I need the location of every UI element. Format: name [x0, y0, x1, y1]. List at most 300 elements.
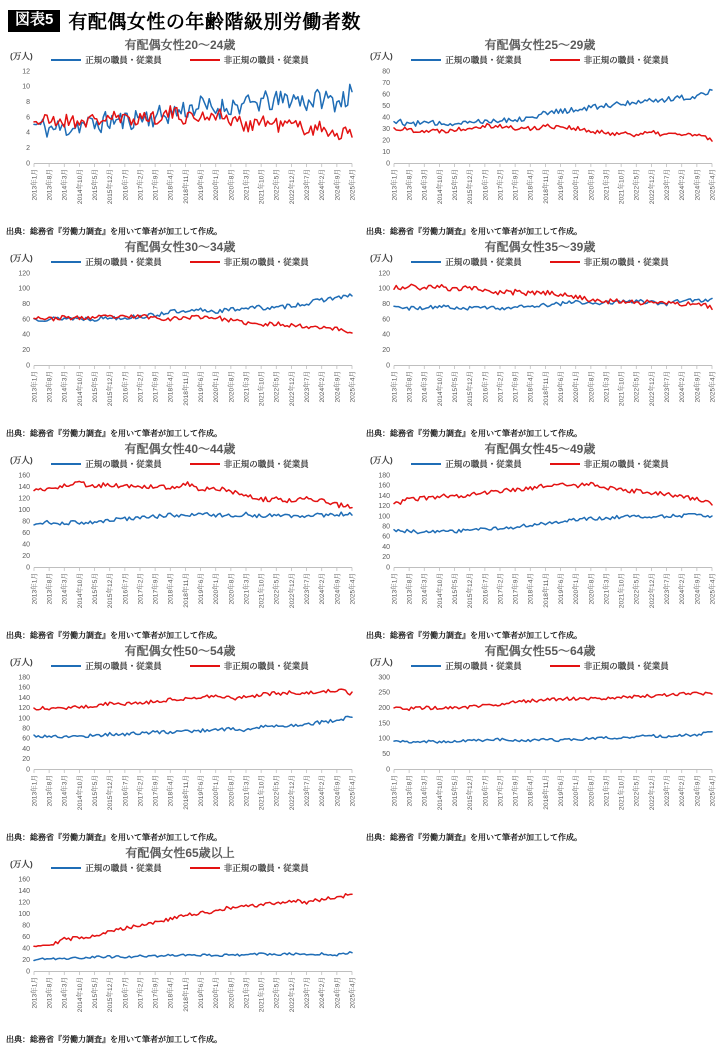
- x-tick-label: 2015年12月: [467, 169, 475, 205]
- y-tick-label: 0: [26, 362, 30, 370]
- x-tick-label: 2024年2月: [679, 169, 687, 201]
- x-tick-label: 2024年2月: [679, 573, 687, 605]
- chart-canvas: [364, 470, 716, 630]
- y-tick-label: 12: [22, 68, 30, 76]
- x-tick-label: 2016年7月: [482, 169, 490, 201]
- legend-label-nonregular: 非正規の職員・従業員: [223, 54, 309, 65]
- legend-label-regular: 正規の職員・従業員: [85, 660, 162, 671]
- x-tick-label: 2024年2月: [319, 371, 327, 403]
- y-axis-unit-label: (万人): [370, 253, 393, 263]
- page-title: 有配偶女性の年齢階級別労働者数: [68, 12, 361, 33]
- series-line-nonregular: [394, 483, 712, 505]
- x-tick-label: 2017年2月: [137, 977, 145, 1009]
- legend-line-nonregular-icon: [550, 261, 580, 263]
- x-tick-label: 2021年10月: [618, 775, 626, 811]
- x-tick-label: 2022年12月: [648, 775, 656, 811]
- x-tick-label: 2014年3月: [421, 775, 429, 807]
- legend-label-nonregular: 非正規の職員・従業員: [223, 458, 309, 469]
- legend-item-regular: [51, 862, 162, 874]
- x-tick-label: 2020年1月: [573, 775, 581, 807]
- legend-item-regular: [411, 660, 522, 672]
- x-tick-label: 2020年1月: [573, 573, 581, 605]
- chart-legend: [364, 255, 716, 268]
- x-tick-label: 2024年2月: [319, 775, 327, 807]
- x-tick-label: 2016年7月: [482, 371, 490, 403]
- y-tick-label: 60: [22, 316, 30, 324]
- series-line-nonregular: [394, 692, 712, 710]
- figure-badge: 図表5: [8, 10, 60, 32]
- x-tick-label: 2024年9月: [694, 775, 702, 807]
- y-tick-label: 40: [382, 331, 390, 339]
- x-tick-label: 2019年6月: [557, 775, 565, 807]
- y-tick-label: 150: [378, 720, 390, 728]
- x-tick-label: 2014年10月: [436, 573, 444, 609]
- x-tick-label: 2017年2月: [497, 775, 505, 807]
- x-tick-label: 2016年7月: [482, 573, 490, 605]
- legend-line-regular-icon: [51, 261, 81, 263]
- x-tick-label: 2022年5月: [273, 775, 281, 807]
- chart-legend: [4, 255, 356, 268]
- x-tick-label: 2023年7月: [663, 573, 671, 605]
- chart-legend: [4, 659, 356, 672]
- x-tick-label: 2022年5月: [273, 977, 281, 1009]
- x-tick-label: 2013年1月: [31, 371, 39, 403]
- legend-item-regular: [51, 660, 162, 672]
- y-tick-label: 120: [18, 899, 30, 907]
- chart-canvas: [364, 66, 716, 226]
- x-tick-label: 2013年1月: [391, 573, 399, 605]
- x-tick-label: 2022年12月: [648, 573, 656, 609]
- chart-block: [364, 441, 716, 641]
- x-tick-label: 2022年5月: [633, 169, 641, 201]
- series-line-regular: [394, 514, 712, 534]
- x-tick-label: 2020年1月: [213, 371, 221, 403]
- y-tick-label: 200: [378, 705, 390, 713]
- y-axis-unit-label: (万人): [370, 51, 393, 61]
- y-tick-label: 80: [22, 725, 30, 733]
- x-tick-label: 2015年12月: [107, 169, 115, 205]
- y-tick-label: 100: [18, 715, 30, 723]
- x-tick-label: 2022年12月: [288, 169, 296, 205]
- x-tick-label: 2018年4月: [167, 371, 175, 403]
- y-tick-label: 10: [382, 148, 390, 156]
- legend-line-nonregular-icon: [550, 665, 580, 667]
- y-tick-label: 300: [378, 674, 390, 682]
- series-line-regular: [394, 732, 712, 743]
- chart-canvas: [4, 874, 356, 1034]
- legend-item-regular: [51, 458, 162, 470]
- x-tick-label: 2017年2月: [137, 371, 145, 403]
- y-tick-label: 40: [22, 331, 30, 339]
- x-tick-label: 2018年11月: [182, 371, 190, 406]
- legend-item-regular: [411, 458, 522, 470]
- y-tick-label: 120: [378, 503, 390, 511]
- x-tick-label: 2013年1月: [391, 775, 399, 807]
- x-tick-label: 2018年4月: [167, 977, 175, 1009]
- x-tick-label: 2019年6月: [197, 775, 205, 807]
- x-tick-label: 2023年7月: [303, 977, 311, 1009]
- y-tick-label: 20: [22, 552, 30, 560]
- x-tick-label: 2013年8月: [406, 169, 414, 201]
- x-tick-label: 2022年5月: [273, 371, 281, 403]
- x-tick-label: 2013年8月: [46, 573, 54, 605]
- legend-label-regular: 正規の職員・従業員: [445, 256, 522, 267]
- x-tick-label: 2016年7月: [122, 775, 130, 807]
- x-tick-label: 2015年5月: [91, 169, 99, 201]
- chart-canvas: [4, 470, 356, 630]
- y-tick-label: 0: [26, 160, 30, 168]
- y-tick-label: 0: [386, 766, 390, 774]
- y-tick-label: 60: [382, 91, 390, 99]
- x-tick-label: 2014年3月: [61, 775, 69, 807]
- x-tick-label: 2021年10月: [258, 775, 266, 811]
- chart-title: 有配偶女性55〜64歳: [484, 644, 596, 658]
- source-note: 出典：総務省『労働力調査』を用いて筆者が加工して作成。: [366, 227, 582, 236]
- x-tick-label: 2016年7月: [122, 977, 130, 1009]
- legend-line-regular-icon: [411, 261, 441, 263]
- x-tick-label: 2022年12月: [288, 371, 296, 407]
- source-note: 出典：総務省『労働力調査』を用いて筆者が加工して作成。: [6, 631, 222, 640]
- x-tick-label: 2014年3月: [61, 169, 69, 201]
- x-tick-label: 2024年2月: [679, 371, 687, 403]
- x-tick-label: 2024年9月: [694, 573, 702, 605]
- y-tick-label: 20: [22, 956, 30, 964]
- x-tick-label: 2020年8月: [588, 775, 596, 807]
- chart-legend: [4, 457, 356, 470]
- legend-label-nonregular: 非正規の職員・従業員: [583, 458, 669, 469]
- x-tick-label: 2021年3月: [243, 371, 251, 403]
- x-tick-label: 2023年7月: [303, 775, 311, 807]
- series-line-nonregular: [34, 315, 352, 333]
- x-tick-label: 2025年4月: [349, 573, 356, 605]
- x-tick-label: 2013年8月: [46, 775, 54, 807]
- x-tick-label: 2017年9月: [512, 169, 520, 201]
- legend-label-nonregular: 非正規の職員・従業員: [223, 862, 309, 873]
- legend-label-regular: 正規の職員・従業員: [85, 458, 162, 469]
- x-tick-label: 2014年10月: [76, 169, 84, 205]
- x-tick-label: 2020年8月: [228, 371, 236, 403]
- x-tick-label: 2013年1月: [31, 977, 39, 1009]
- y-tick-label: 80: [22, 301, 30, 309]
- x-tick-label: 2013年8月: [406, 573, 414, 605]
- source-note: 出典：総務省『労働力調査』を用いて筆者が加工して作成。: [366, 429, 582, 438]
- series-line-nonregular: [394, 284, 712, 309]
- source-note: 出典：総務省『労働力調査』を用いて筆者が加工して作成。: [366, 833, 582, 842]
- x-tick-label: 2015年12月: [107, 573, 115, 609]
- y-tick-label: 180: [378, 472, 390, 480]
- legend-label-regular: 正規の職員・従業員: [445, 458, 522, 469]
- y-tick-label: 50: [382, 102, 390, 110]
- legend-label-nonregular: 非正規の職員・従業員: [223, 256, 309, 267]
- y-tick-label: 140: [18, 694, 30, 702]
- x-tick-label: 2013年1月: [31, 775, 39, 807]
- chart-block: [364, 239, 716, 439]
- x-tick-label: 2022年12月: [288, 775, 296, 811]
- y-tick-label: 40: [382, 114, 390, 122]
- x-tick-label: 2015年12月: [107, 977, 115, 1013]
- chart-canvas: [4, 66, 356, 226]
- legend-item-nonregular: [190, 256, 309, 268]
- x-tick-label: 2022年5月: [633, 371, 641, 403]
- series-line-regular: [34, 84, 352, 137]
- legend-line-nonregular-icon: [190, 665, 220, 667]
- legend-line-nonregular-icon: [190, 867, 220, 869]
- x-tick-label: 2020年1月: [213, 169, 221, 201]
- chart-title: 有配偶女性30〜34歳: [124, 240, 236, 254]
- x-tick-label: 2022年12月: [288, 573, 296, 609]
- x-tick-label: 2022年12月: [648, 169, 656, 205]
- x-tick-label: 2022年12月: [288, 977, 296, 1013]
- x-tick-label: 2020年1月: [573, 371, 581, 403]
- y-tick-label: 80: [382, 68, 390, 76]
- chart-title: 有配偶女性40〜44歳: [124, 442, 236, 456]
- series-line-regular: [34, 716, 352, 737]
- x-tick-label: 2016年7月: [482, 775, 490, 807]
- y-tick-label: 0: [26, 766, 30, 774]
- x-tick-label: 2021年10月: [258, 573, 266, 609]
- x-tick-label: 2018年11月: [542, 775, 550, 810]
- x-tick-label: 2018年4月: [167, 573, 175, 605]
- x-tick-label: 2015年5月: [91, 775, 99, 807]
- x-tick-label: 2021年3月: [243, 169, 251, 201]
- y-tick-label: 60: [382, 533, 390, 541]
- legend-item-nonregular: [190, 54, 309, 66]
- chart-canvas: [4, 268, 356, 428]
- x-tick-label: 2013年8月: [46, 977, 54, 1009]
- x-tick-label: 2024年2月: [319, 977, 327, 1009]
- chart-legend: [364, 53, 716, 66]
- y-axis-unit-label: (万人): [370, 455, 393, 465]
- x-tick-label: 2019年6月: [197, 573, 205, 605]
- x-tick-label: 2013年1月: [31, 169, 39, 201]
- y-tick-label: 0: [386, 160, 390, 168]
- x-tick-label: 2020年8月: [228, 977, 236, 1009]
- x-tick-label: 2018年4月: [527, 169, 535, 201]
- x-tick-label: 2016年7月: [122, 169, 130, 201]
- x-tick-label: 2021年3月: [603, 371, 611, 403]
- x-tick-label: 2013年1月: [391, 169, 399, 201]
- x-tick-label: 2017年9月: [512, 371, 520, 403]
- chart-canvas: [4, 672, 356, 832]
- y-tick-label: 80: [382, 523, 390, 531]
- y-axis-unit-label: (万人): [10, 859, 33, 869]
- x-tick-label: 2021年3月: [243, 775, 251, 807]
- x-tick-label: 2024年9月: [694, 371, 702, 403]
- x-tick-label: 2017年9月: [152, 977, 160, 1009]
- x-tick-label: 2025年4月: [709, 775, 716, 807]
- x-tick-label: 2014年10月: [436, 169, 444, 205]
- chart-legend: [4, 53, 356, 66]
- x-tick-label: 2014年10月: [76, 573, 84, 609]
- x-tick-label: 2017年9月: [512, 573, 520, 605]
- series-line-nonregular: [34, 689, 352, 710]
- x-tick-label: 2019年6月: [197, 169, 205, 201]
- legend-item-nonregular: [550, 660, 669, 672]
- x-tick-label: 2014年3月: [61, 573, 69, 605]
- y-tick-label: 20: [382, 554, 390, 562]
- x-tick-label: 2017年2月: [137, 573, 145, 605]
- x-tick-label: 2013年8月: [46, 169, 54, 201]
- y-tick-label: 160: [378, 482, 390, 490]
- y-tick-label: 160: [18, 684, 30, 692]
- y-tick-label: 0: [26, 968, 30, 976]
- series-line-regular: [34, 952, 352, 961]
- x-tick-label: 2021年3月: [603, 169, 611, 201]
- x-tick-label: 2015年5月: [451, 775, 459, 807]
- source-note: 出典：総務省『労働力調査』を用いて筆者が加工して作成。: [6, 833, 222, 842]
- legend-label-nonregular: 非正規の職員・従業員: [583, 54, 669, 65]
- y-tick-label: 120: [18, 270, 30, 278]
- legend-item-regular: [51, 256, 162, 268]
- y-tick-label: 100: [378, 285, 390, 293]
- x-tick-label: 2019年6月: [197, 977, 205, 1009]
- x-tick-label: 2014年3月: [421, 169, 429, 201]
- x-tick-label: 2017年2月: [497, 371, 505, 403]
- y-axis-unit-label: (万人): [10, 51, 33, 61]
- x-tick-label: 2015年5月: [91, 573, 99, 605]
- legend-line-nonregular-icon: [550, 59, 580, 61]
- x-tick-label: 2024年9月: [694, 169, 702, 201]
- series-line-nonregular: [34, 894, 352, 947]
- chart-canvas: [364, 672, 716, 832]
- y-tick-label: 120: [378, 270, 390, 278]
- y-tick-label: 60: [22, 933, 30, 941]
- x-tick-label: 2014年3月: [421, 573, 429, 605]
- x-tick-label: 2017年2月: [497, 169, 505, 201]
- series-line-regular: [394, 90, 712, 127]
- y-tick-label: 160: [18, 876, 30, 884]
- y-tick-label: 80: [382, 301, 390, 309]
- legend-item-regular: [51, 54, 162, 66]
- x-tick-label: 2015年12月: [467, 573, 475, 609]
- chart-block: [364, 643, 716, 843]
- x-tick-label: 2015年12月: [107, 775, 115, 811]
- chart-block: [4, 643, 356, 843]
- y-tick-label: 140: [18, 483, 30, 491]
- legend-line-regular-icon: [51, 463, 81, 465]
- x-tick-label: 2014年3月: [61, 371, 69, 403]
- legend-item-regular: [411, 54, 522, 66]
- x-tick-label: 2020年1月: [573, 169, 581, 201]
- legend-label-regular: 正規の職員・従業員: [85, 256, 162, 267]
- chart-title: 有配偶女性45〜49歳: [484, 442, 596, 456]
- legend-label-regular: 正規の職員・従業員: [85, 54, 162, 65]
- y-tick-label: 0: [26, 564, 30, 572]
- y-tick-label: 60: [22, 735, 30, 743]
- x-tick-label: 2014年10月: [436, 371, 444, 407]
- chart-legend: [364, 457, 716, 470]
- y-tick-label: 100: [18, 910, 30, 918]
- legend-label-nonregular: 非正規の職員・従業員: [583, 660, 669, 671]
- x-tick-label: 2013年8月: [406, 371, 414, 403]
- chart-legend: [4, 861, 356, 874]
- legend-item-nonregular: [550, 54, 669, 66]
- x-tick-label: 2021年10月: [618, 573, 626, 609]
- legend-item-nonregular: [550, 256, 669, 268]
- x-tick-label: 2014年3月: [61, 977, 69, 1009]
- y-tick-label: 140: [378, 492, 390, 500]
- y-axis-unit-label: (万人): [10, 455, 33, 465]
- x-tick-label: 2020年8月: [588, 169, 596, 201]
- y-tick-label: 20: [382, 347, 390, 355]
- y-tick-label: 160: [18, 472, 30, 480]
- x-tick-label: 2017年2月: [137, 775, 145, 807]
- x-tick-label: 2019年6月: [197, 371, 205, 403]
- x-tick-label: 2018年11月: [182, 573, 190, 608]
- x-tick-label: 2024年9月: [334, 573, 342, 605]
- x-tick-label: 2024年9月: [334, 775, 342, 807]
- y-tick-label: 100: [378, 513, 390, 521]
- legend-line-nonregular-icon: [550, 463, 580, 465]
- x-tick-label: 2018年4月: [527, 573, 535, 605]
- chart-title: 有配偶女性35〜39歳: [484, 240, 596, 254]
- x-tick-label: 2018年11月: [182, 169, 190, 204]
- x-tick-label: 2025年4月: [349, 775, 356, 807]
- x-tick-label: 2025年4月: [709, 169, 716, 201]
- x-tick-label: 2021年10月: [258, 169, 266, 205]
- chart-title: 有配偶女性65歳以上: [125, 846, 235, 860]
- x-tick-label: 2023年7月: [663, 775, 671, 807]
- y-tick-label: 2: [26, 145, 30, 153]
- charts-grid: [0, 37, 720, 1045]
- legend-label-regular: 正規の職員・従業員: [445, 660, 522, 671]
- chart-title: 有配偶女性20〜24歳: [124, 38, 236, 52]
- x-tick-label: 2021年10月: [258, 371, 266, 407]
- y-tick-label: 180: [18, 674, 30, 682]
- x-tick-label: 2020年1月: [213, 775, 221, 807]
- y-tick-label: 60: [382, 316, 390, 324]
- x-tick-label: 2021年10月: [618, 169, 626, 205]
- legend-label-regular: 正規の職員・従業員: [85, 862, 162, 873]
- x-tick-label: 2017年9月: [152, 775, 160, 807]
- x-tick-label: 2023年7月: [303, 169, 311, 201]
- y-tick-label: 40: [22, 745, 30, 753]
- y-axis-unit-label: (万人): [10, 657, 33, 667]
- x-tick-label: 2022年5月: [633, 775, 641, 807]
- chart-block: [4, 37, 356, 237]
- chart-legend: [364, 659, 716, 672]
- x-tick-label: 2015年12月: [467, 775, 475, 811]
- x-tick-label: 2015年5月: [91, 977, 99, 1009]
- x-tick-label: 2015年12月: [467, 371, 475, 407]
- x-tick-label: 2017年2月: [137, 169, 145, 201]
- x-tick-label: 2023年7月: [663, 371, 671, 403]
- x-tick-label: 2017年9月: [152, 371, 160, 403]
- x-tick-label: 2020年1月: [213, 573, 221, 605]
- series-line-nonregular: [34, 481, 352, 508]
- series-line-regular: [394, 298, 712, 310]
- x-tick-label: 2020年8月: [228, 775, 236, 807]
- x-tick-label: 2023年7月: [663, 169, 671, 201]
- x-tick-label: 2015年5月: [451, 371, 459, 403]
- x-tick-label: 2024年2月: [679, 775, 687, 807]
- x-tick-label: 2014年3月: [421, 371, 429, 403]
- y-tick-label: 0: [386, 564, 390, 572]
- y-tick-label: 4: [26, 129, 30, 137]
- legend-line-regular-icon: [411, 665, 441, 667]
- x-tick-label: 2018年4月: [527, 775, 535, 807]
- y-tick-label: 70: [382, 79, 390, 87]
- legend-item-nonregular: [190, 660, 309, 672]
- x-tick-label: 2015年5月: [91, 371, 99, 403]
- x-tick-label: 2018年4月: [167, 169, 175, 201]
- y-tick-label: 80: [22, 518, 30, 526]
- x-tick-label: 2018年4月: [527, 371, 535, 403]
- legend-line-nonregular-icon: [190, 59, 220, 61]
- y-tick-label: 8: [26, 99, 30, 107]
- x-tick-label: 2015年12月: [107, 371, 115, 407]
- x-tick-label: 2018年4月: [167, 775, 175, 807]
